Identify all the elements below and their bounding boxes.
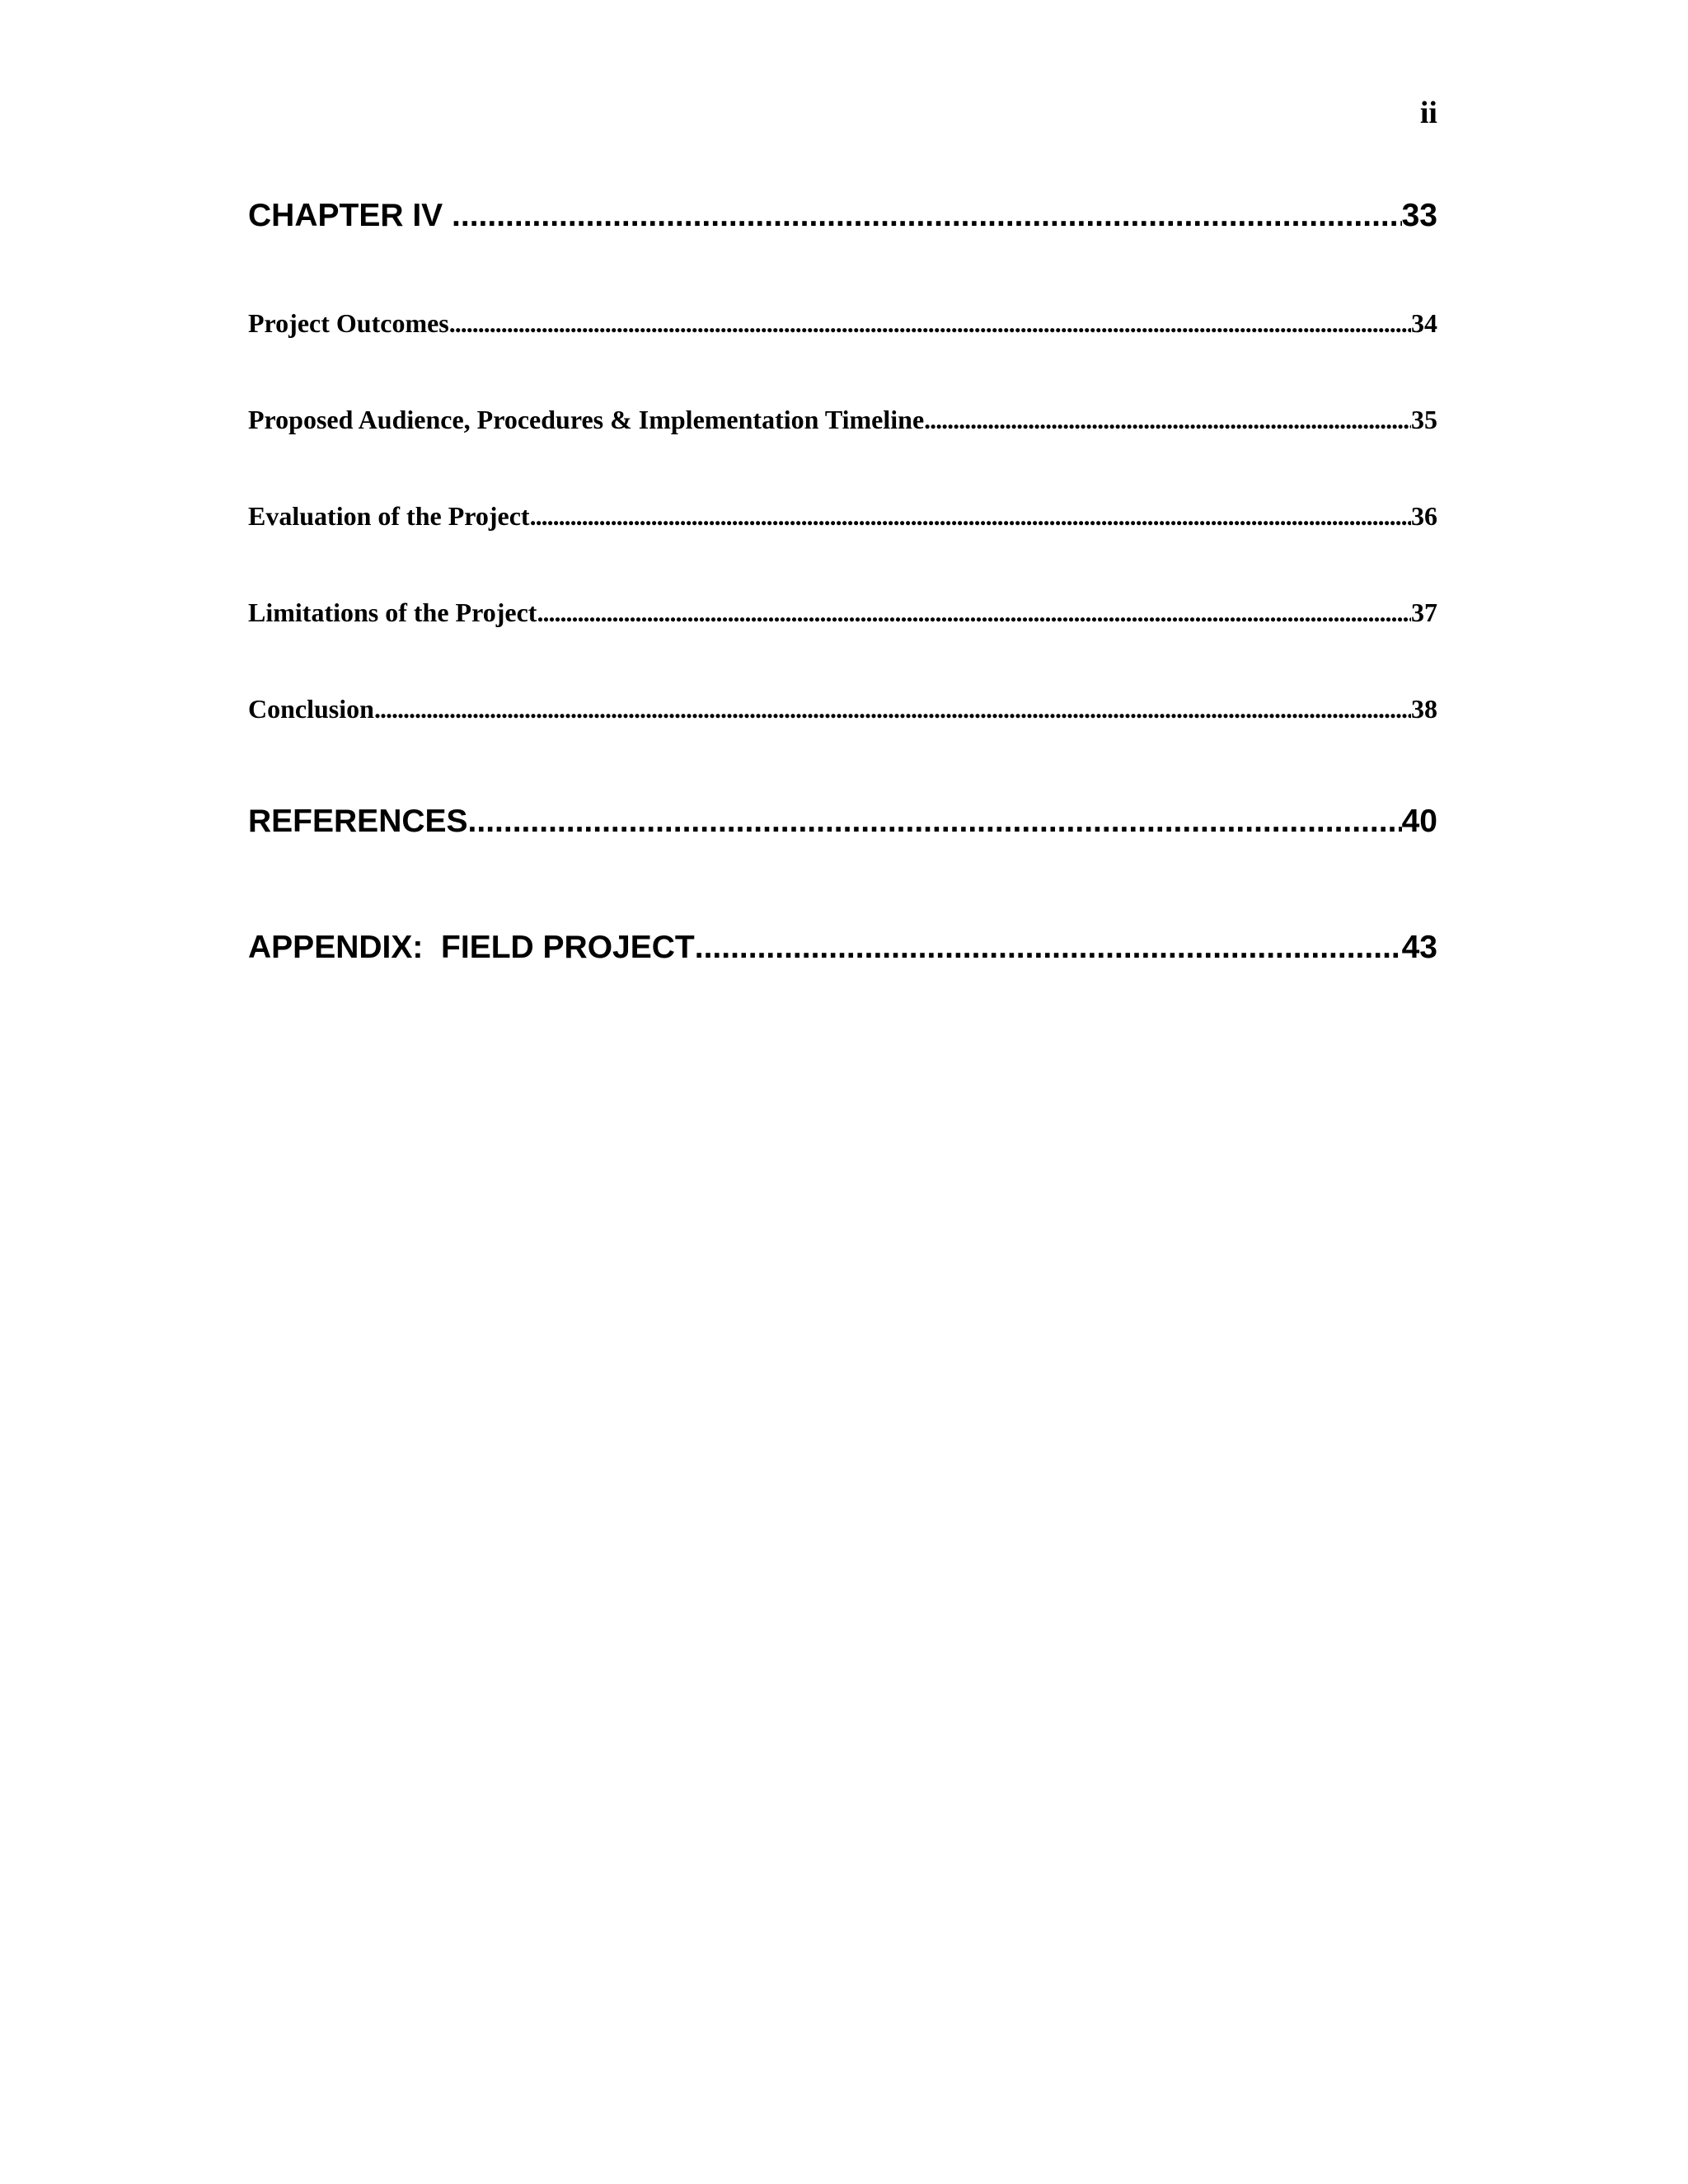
toc-leader-dots bbox=[530, 501, 1411, 532]
toc-leader-dots bbox=[374, 694, 1411, 724]
toc-entry-page: 43 bbox=[1401, 930, 1437, 965]
toc-entry-references[interactable] bbox=[248, 804, 1437, 840]
toc-entry-chapter-iv[interactable] bbox=[248, 198, 1437, 234]
toc-entry-title: Conclusion bbox=[248, 694, 374, 724]
toc-entry-page: 36 bbox=[1411, 501, 1437, 531]
toc-entry-project-outcomes[interactable] bbox=[248, 308, 1437, 339]
toc-entry-title: APPENDIX: FIELD PROJECT bbox=[248, 930, 695, 965]
toc-entry-title: Project Outcomes bbox=[248, 308, 449, 338]
toc-leader-dots bbox=[695, 930, 1402, 966]
page-number: ii bbox=[1419, 96, 1437, 130]
toc-entry-title: Evaluation of the Project bbox=[248, 501, 530, 531]
toc-entry-title: Proposed Audience, Procedures & Implementation Timeline bbox=[248, 405, 925, 434]
toc-entry-page: 38 bbox=[1411, 694, 1437, 724]
toc-entry-title: REFERENCES bbox=[248, 804, 468, 839]
toc-entry-page: 34 bbox=[1411, 308, 1437, 338]
toc-leader-dots bbox=[468, 804, 1402, 840]
toc-entry-conclusion[interactable] bbox=[248, 694, 1437, 724]
toc-entry-title: Limitations of the Project bbox=[248, 598, 537, 627]
toc-leader-dots bbox=[452, 198, 1402, 234]
toc-entry-page: 37 bbox=[1411, 598, 1437, 627]
toc-entry-appendix[interactable] bbox=[248, 930, 1437, 966]
toc-entry-page: 35 bbox=[1411, 405, 1437, 434]
toc-entry-limitations[interactable] bbox=[248, 598, 1437, 628]
toc-entry-page: 40 bbox=[1401, 804, 1437, 839]
toc-entry-evaluation[interactable] bbox=[248, 501, 1437, 532]
toc-leader-dots bbox=[924, 405, 1411, 435]
toc-entry-title: CHAPTER IV bbox=[248, 198, 452, 233]
toc-entry-proposed-audience[interactable] bbox=[248, 405, 1437, 435]
toc-entry-page: 33 bbox=[1401, 198, 1437, 233]
toc-leader-dots bbox=[537, 598, 1411, 628]
toc-leader-dots bbox=[449, 308, 1411, 339]
